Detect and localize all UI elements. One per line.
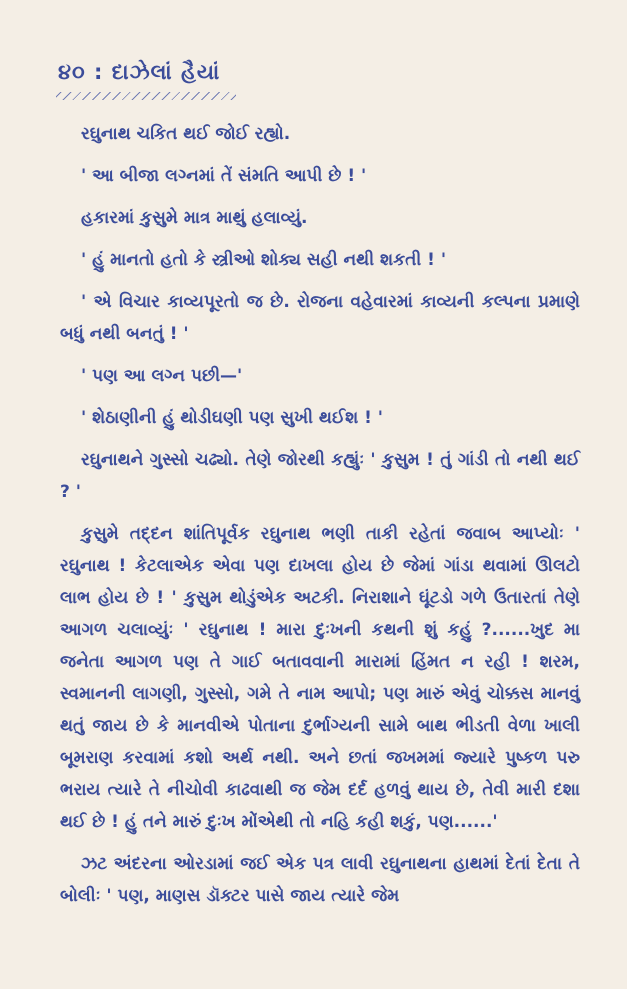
paragraph: હકારમાં કુસુમે માત્ર માથું હલાવ્યું.	[81, 208, 308, 228]
paragraph: કુસુમે તદ્દન શાંતિપૂર્વક રઘુનાથ ભણી તાકી રહેતાં જવાબ આપ્યોઃ ' રઘુનાથ ! કેટલાએક એવા પણ દાખલા હોય છે જેમાં ગાંડા થવામાં ઊલટો લાભ હોય છે ! ' કુસુમ થોડુંએક અટકી. નિરાશાને ઘૂંટડો ગળે ઉતારતાં તેણે આગળ ચલાવ્યુંઃ ' રઘુનાથ ! મારા દુઃખની કથની શું કહું ?......ખુદ મા જનેતા આગળ પણ તે ગાઈ બતાવવાની મારામાં હિંમત ન રહી ! શરમ, સ્વમાનની લાગણી, ગુસ્સો, ગમે તે નામ આપો; પણ મારું એવું ચોક્કસ માનવું થતું જાય છે કે માનવીએ પોતાના દુર્ભાગ્યની સામે બાથ ભીડતી વેળા ખાલી બૂમરાણ કરવામાં કશો અર્થ નથી. અને છતાં જખમમાં જ્યારે પુષ્કળ પરુ ભરાય ત્યારે તે નીચોવી કાઢવાથી જ જેમ દર્દ હળવું થાય છે, તેવી મારી દશા થઈ છે ! હું તને મારું દુઃખ મોંએથી તો નહિ કહી શકું, પણ......'	[60, 524, 580, 832]
page-header	[58, 60, 220, 85]
paragraph: ' પણ આ લગ્ન પછી—'	[81, 366, 243, 386]
header-wavy-underline	[56, 92, 236, 100]
body-text	[60, 118, 580, 912]
paragraph: ' એ વિચાર કાવ્યપૂરતો જ છે. રોજના વહેવારમાં કાવ્યની કલ્પના પ્રમાણે બધું નથી બનતું ! '	[60, 292, 580, 344]
paragraph: ' આ બીજા લગ્નમાં તેં સંમતિ આપી છે ! '	[81, 166, 367, 186]
paragraph: ઝટ અંદરના ઓરડામાં જઈ એક પત્ર લાવી રઘુનાથના હાથમાં દેતાં દેતા તે બોલીઃ ' પણ, માણસ ડૉક્ટર પાસે જાય ત્યારે જેમ	[60, 854, 580, 906]
paragraph: ' શેઠાણીની હું થોડીઘણી પણ સુખી થઈશ ! '	[81, 408, 383, 428]
paragraph: રઘુનાથ ચકિત થઈ જોઈ રહ્યો.	[81, 124, 291, 144]
page-number: ૪૦	[58, 60, 86, 84]
paragraph: ' હું માનતો હતો કે સ્ત્રીઓ શોક્ય સહી નથી શકતી ! '	[81, 250, 447, 270]
header-separator: :	[93, 60, 104, 84]
paragraph: રઘુનાથને ગુસ્સો ચઢ્યો. તેણે જોરથી કહ્યુંઃ ' કુસુમ ! તું ગાંડી તો નથી થઈ ? '	[60, 450, 580, 502]
book-title: દાઝેલાં હૈયાં	[111, 60, 221, 84]
